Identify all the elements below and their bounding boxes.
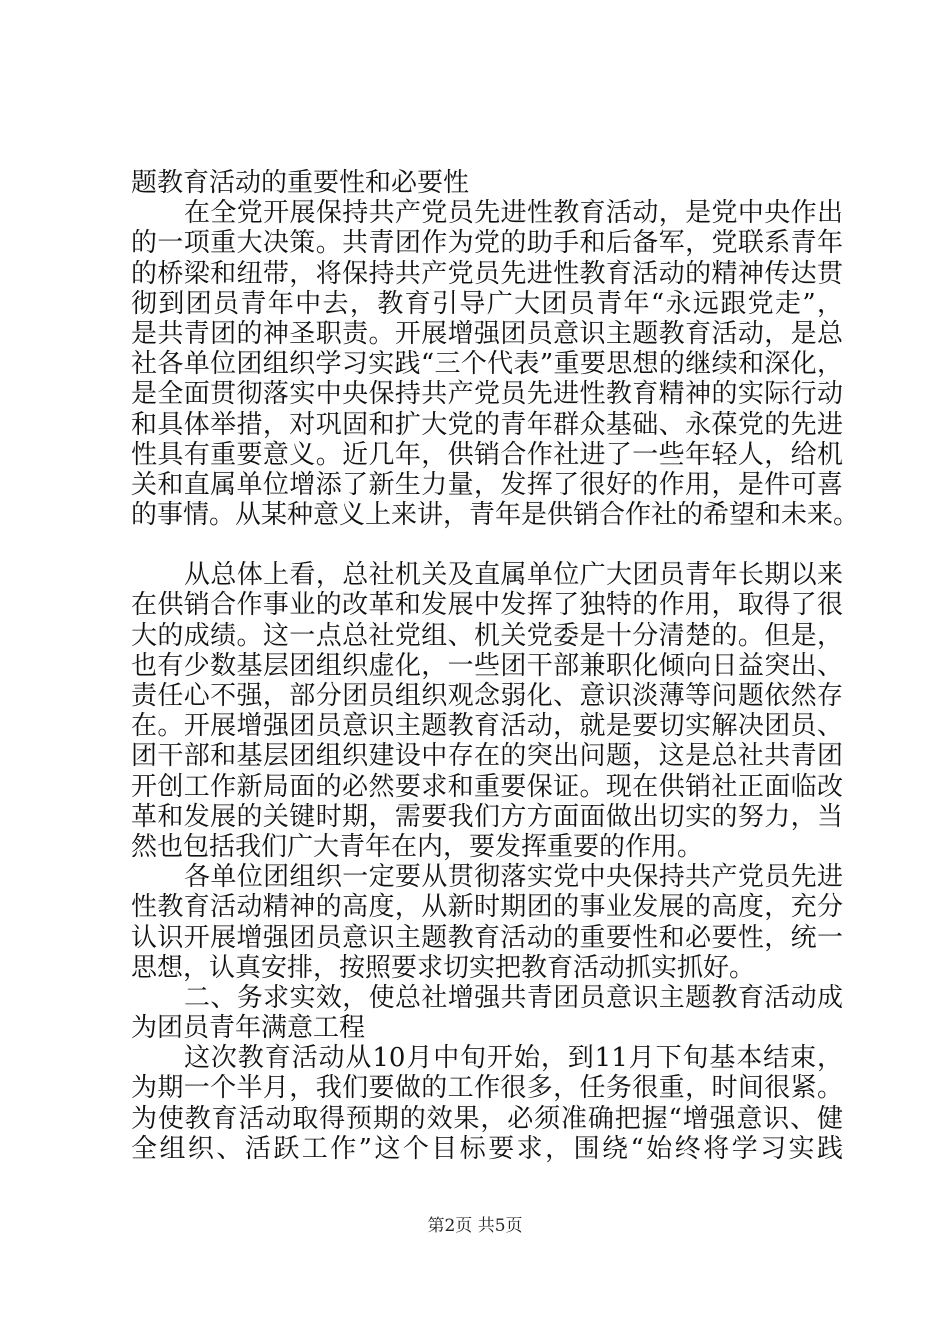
text-line: 的桥梁和纽带，将保持共产党员先进性教育活动的精神传达贯 [131,258,843,289]
text-line: 在供销合作事业的改革和发展中发挥了独特的作用，取得了很 [131,590,843,621]
text-line: 的事情。从某种意义上来讲，青年是供销合作社的希望和未来。 [131,500,860,531]
text-line: 革和发展的关键时期，需要我们方方面面做出切实的努力，当 [131,801,843,832]
text-line: 性教育活动精神的高度，从新时期团的事业发展的高度，充分 [131,892,843,923]
text-line: 开创工作新局面的必然要求和重要保证。现在供销社正面临改 [131,771,843,802]
text-line: 思想，认真安排，按照要求切实把教育活动抓实抓好。 [131,952,756,983]
text-line: 在。开展增强团员意识主题教育活动，就是要切实解决团员、 [131,711,843,742]
text-line: 从总体上看，总社机关及直属单位广大团员青年长期以来 [184,560,843,591]
text-line: 责任心不强，部分团员组织观念弱化、意识淡薄等问题依然存 [131,681,843,711]
text-line: 是共青团的神圣职责。开展增强团员意识主题教育活动，是总 [131,318,843,349]
text-line: 是全面贯彻落实中央保持共产党员先进性教育精神的实际行动 [131,379,843,410]
section-heading-line: 为团员青年满意工程 [131,1013,366,1044]
text-line: 在全党开展保持共产党员先进性教育活动，是党中央作出 [184,198,843,229]
document-body [131,168,860,1164]
text-line: 社各单位团组织学习实践“三个代表”重要思想的继续和深化， [131,349,843,380]
text-line: 然也包括我们广大青年在内，要发挥重要的作用。 [131,831,704,862]
text-line: 这次教育活动从10月中旬开始，到11月下旬基本结束， [184,1043,843,1074]
text-line: 各单位团组织一定要从贯彻落实党中央保持共产党员先进 [184,862,843,893]
text-line: 为期一个半月，我们要做的工作很多，任务很重，时间很紧。 [131,1073,843,1104]
paragraph-gap [131,530,843,560]
text-line: 为使教育活动取得预期的效果，必须准确把握“增强意识、健 [131,1103,843,1134]
text-line: 认识开展增强团员意识主题教育活动的重要性和必要性，统一 [131,922,843,953]
text-line: 大的成绩。这一点总社党组、机关党委是十分清楚的。但是， [131,620,843,651]
text-line: 彻到团员青年中去，教育引导广大团员青年“永远跟党走”， [131,288,843,319]
text-line: 题教育活动的重要性和必要性 [131,168,470,198]
text-line: 和具体举措，对巩固和扩大党的青年群众基础、永葆党的先进 [131,409,843,440]
page-number-footer: 第2页 共5页 [427,1216,523,1236]
text-line: 全组织、活跃工作”这个目标要求，围绕“始终将学习实践 [131,1133,843,1164]
text-line: 团干部和基层团组织建设中存在的突出问题，这是总社共青团 [131,741,843,772]
text-line: 也有少数基层团组织虚化，一些团干部兼职化倾向日益突出、 [131,650,843,681]
section-heading-line: 二、务求实效，使总社增强共青团员意识主题教育活动成 [184,982,843,1013]
text-line: 的一项重大决策。共青团作为党的助手和后备军，党联系青年 [131,228,843,259]
text-line: 关和直属单位增添了新生力量，发挥了很好的作用，是件可喜 [131,469,843,500]
text-line: 性具有重要意义。近几年，供销合作社进了一些年轻人，给机 [131,439,843,470]
